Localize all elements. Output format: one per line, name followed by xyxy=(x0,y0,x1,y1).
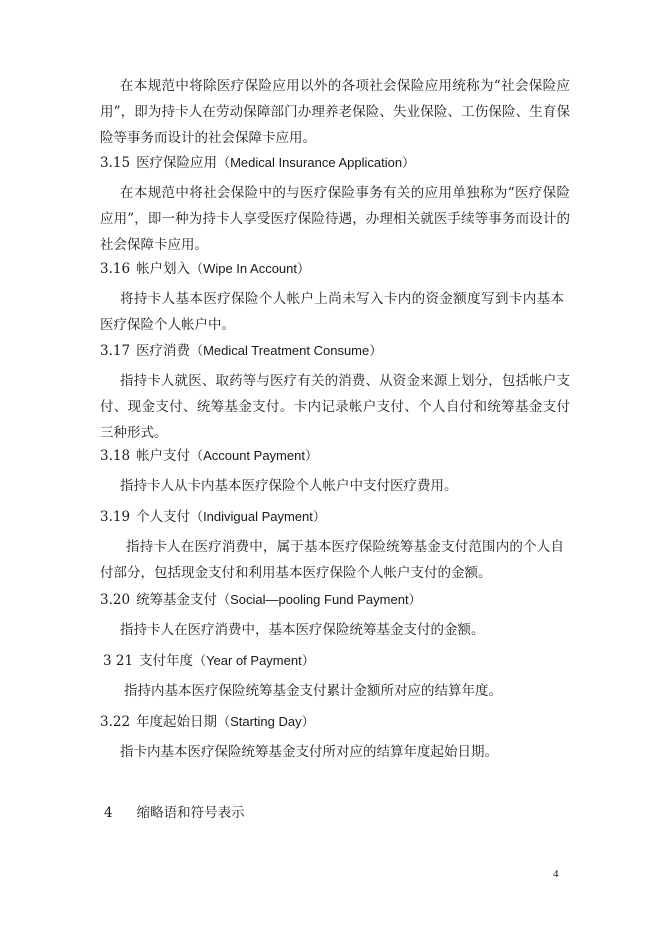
section-heading-3-18 xyxy=(100,446,318,466)
section-body-3-19: 指持卡人在医疗消费中，属于基本医疗保险统筹基金支付范围内的个人自付部分，包括现金支付和利用基本医疗保险个人帐户支付的金额。 xyxy=(100,539,564,581)
section-heading-3-16 xyxy=(100,259,310,279)
section-title-cn: 帐户划入 xyxy=(136,261,191,277)
section-title-cn: 统筹基金支付 xyxy=(136,592,218,608)
page-number: 4 xyxy=(553,868,559,880)
section-heading-3-15 xyxy=(100,153,415,173)
section-body-3-18: 指持卡人从卡内基本医疗保险个人帐户中支付医疗费用。 xyxy=(120,478,458,494)
section-title-cn: 年度起始日期 xyxy=(136,714,218,730)
section-title-en: （Wipe In Account） xyxy=(190,261,311,276)
section-title-cn: 医疗保险应用 xyxy=(136,155,218,171)
section-body-3-22: 指卡内基本医疗保险统筹基金支付所对应的结算年度起始日期。 xyxy=(120,744,498,760)
section-heading-3-22 xyxy=(100,712,315,732)
section-heading-3-21 xyxy=(103,651,315,671)
section-heading-3-20 xyxy=(100,590,422,610)
section-number: 3.19 xyxy=(100,509,131,525)
section-number: 3.16 xyxy=(100,261,131,277)
section-title: 缩略语和符号表示 xyxy=(136,805,245,821)
section-body-3-17: 指持卡人就医、取药等与医疗有关的消费、从资金来源上划分，包括帐户支付、现金支付、统筹基金支付。卡内记录帐户支付、个人自付和统筹基金支付三种形式。 xyxy=(100,373,570,441)
section-body-3-16: 将持卡人基本医疗保险个人帐户上尚未写入卡内的资金额度写到卡内基本医疗保险个人帐户中。 xyxy=(100,291,564,333)
section-heading-4 xyxy=(104,803,245,823)
section-body-3-15: 在本规范中将社会保险中的与医疗保险事务有关的应用单独称为“医疗保险应用”，即一种为持卡人享受医疗保险待遇，办理相关就医手续等事务而设计的社会保障卡应用。 xyxy=(100,185,570,253)
section-number: 3 21 xyxy=(103,653,134,669)
section-title-cn: 医疗消费 xyxy=(136,343,191,359)
section-number: 3.18 xyxy=(100,448,131,464)
section-title-cn: 个人支付 xyxy=(136,509,191,525)
section-title-en: （Starting Day） xyxy=(217,714,315,729)
section-number: 4 xyxy=(104,805,113,821)
section-title-en: （Year of Payment） xyxy=(193,653,315,668)
section-title-en: （Social—pooling Fund Payment） xyxy=(217,592,422,607)
section-title-cn: 支付年度 xyxy=(139,653,194,669)
section-number: 3.17 xyxy=(100,343,131,359)
section-number: 3.22 xyxy=(100,714,131,730)
section-body-3-21: 指持内基本医疗保险统筹基金支付累计金额所对应的结算年度。 xyxy=(124,683,502,699)
section-number: 3.20 xyxy=(100,592,131,608)
section-heading-3-17 xyxy=(100,341,382,361)
section-title-en: （Indivigual Payment） xyxy=(190,509,326,524)
section-title-en: （Medical Treatment Consume） xyxy=(190,343,383,358)
section-body-3-20: 指持卡人在医疗消费中，基本医疗保险统筹基金支付的金额。 xyxy=(120,622,485,638)
section-title-en: （Medical Insurance Application） xyxy=(217,155,416,170)
section-title-cn: 帐户支付 xyxy=(136,448,191,464)
section-number: 3.15 xyxy=(100,155,131,171)
section-heading-3-19 xyxy=(100,507,326,527)
section-title-en: （Account Payment） xyxy=(190,448,318,463)
intro-paragraph: 在本规范中将除医疗保险应用以外的各项社会保险应用统称为“社会保险应用”，即为持卡人在劳动保障部门办理养老保险、失业保险、工伤保险、生育保险等事务而设计的社会保障卡应用。 xyxy=(100,78,570,146)
